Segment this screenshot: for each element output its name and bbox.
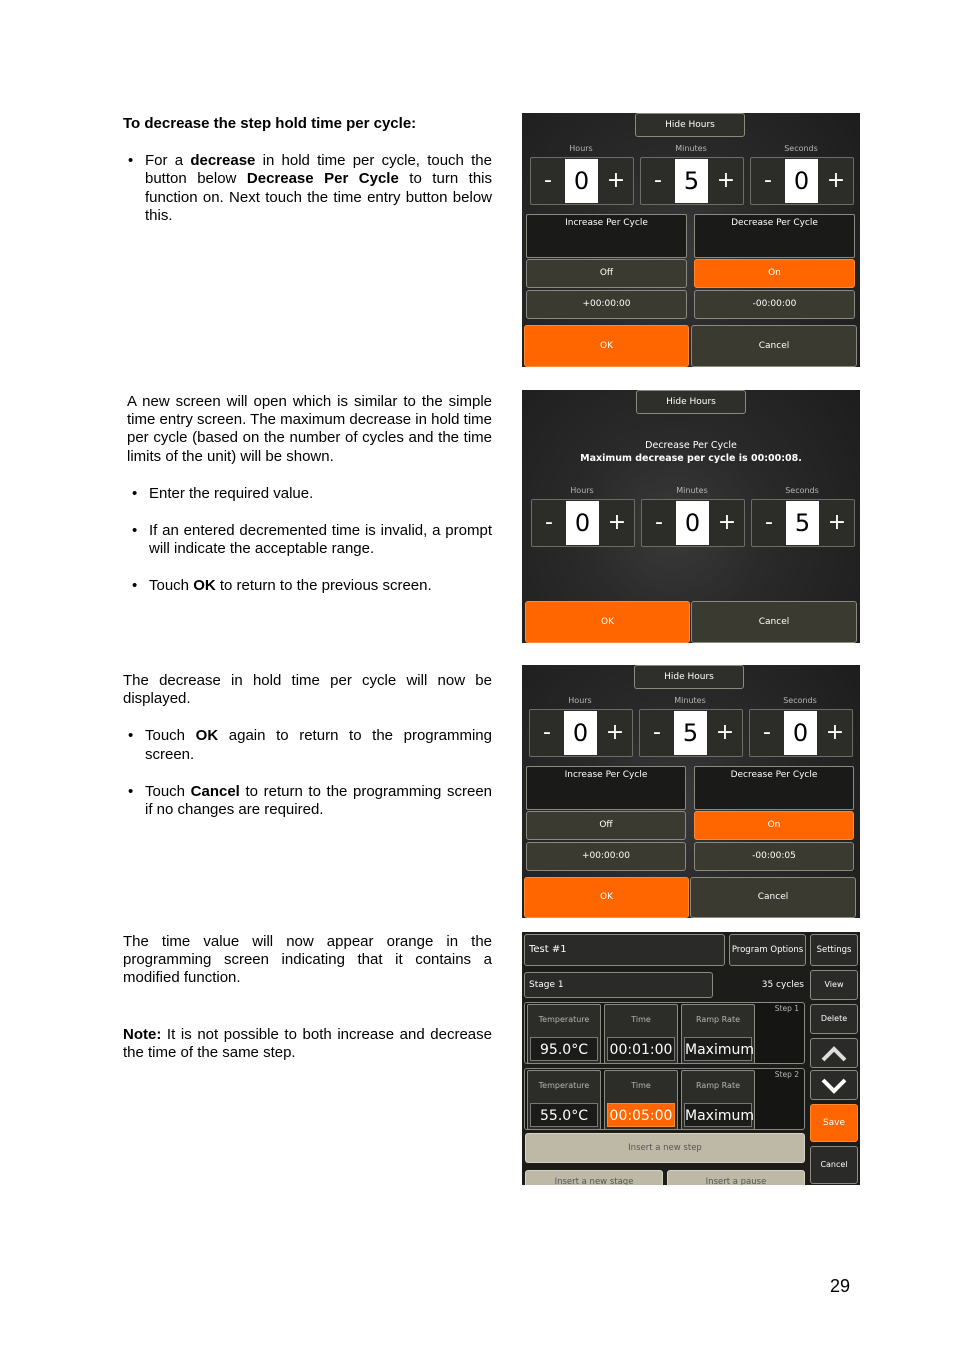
hours-plus-button[interactable]: + xyxy=(606,168,626,193)
temperature-label: Temperature xyxy=(538,1015,590,1024)
time-label: Time xyxy=(631,1081,651,1090)
seconds-spinner xyxy=(750,157,854,205)
page-number: 29 xyxy=(829,1276,850,1296)
seconds-spinner xyxy=(749,709,853,757)
increase-per-cycle-header: Increase Per Cycle xyxy=(526,214,687,258)
text-bold: decrease xyxy=(190,152,256,170)
cycles-count: 35 cycles xyxy=(761,980,804,990)
hours-value[interactable]: 0 xyxy=(566,501,599,545)
view-button[interactable]: View xyxy=(810,970,858,1000)
section-2-text xyxy=(127,393,492,596)
seconds-value[interactable]: 5 xyxy=(786,501,819,545)
max-decrease-text: Maximum decrease per cycle is 00:00:08. xyxy=(580,453,802,464)
settings-button[interactable]: Settings xyxy=(810,934,858,966)
hours-label: Hours xyxy=(568,696,592,705)
stage-field[interactable]: Stage 1 xyxy=(524,972,713,998)
note-text: It is not possible to both increase and decrease the time of the same step. xyxy=(123,1025,492,1061)
temperature-value: 55.0°C xyxy=(530,1103,598,1127)
hours-minus-button[interactable]: - xyxy=(543,720,551,745)
time-label: Time xyxy=(631,1015,651,1024)
cancel-button[interactable]: Cancel xyxy=(691,601,857,643)
screenshot-decrease-on xyxy=(522,113,860,367)
decrease-per-cycle-header: Decrease Per Cycle xyxy=(694,766,854,810)
hours-spinner xyxy=(530,157,634,205)
minutes-value[interactable]: 5 xyxy=(674,711,707,755)
section-3-bullet-1 xyxy=(123,727,492,763)
chevron-down-icon xyxy=(819,1074,849,1098)
seconds-minus-button[interactable]: - xyxy=(765,510,773,535)
minutes-spinner xyxy=(640,157,744,205)
ok-button[interactable]: OK xyxy=(525,601,690,643)
minutes-plus-button[interactable]: + xyxy=(715,720,735,745)
section-4-text xyxy=(123,933,492,1062)
hours-minus-button[interactable]: - xyxy=(544,168,552,193)
decrease-time-button[interactable]: -00:00:05 xyxy=(694,842,854,871)
decrease-title: Decrease Per Cycle xyxy=(645,440,737,451)
text: to return to the previous screen. xyxy=(215,577,432,595)
text-bold: Decrease Per Cycle xyxy=(246,170,399,188)
text: For a xyxy=(145,152,191,170)
decrease-per-cycle-header: Decrease Per Cycle xyxy=(694,214,855,258)
minutes-minus-button[interactable]: - xyxy=(654,168,662,193)
minutes-minus-button[interactable]: - xyxy=(655,510,663,535)
seconds-minus-button[interactable]: - xyxy=(763,720,771,745)
cancel-button[interactable]: Cancel xyxy=(810,1146,858,1184)
minutes-label: Minutes xyxy=(674,696,706,705)
hours-label: Hours xyxy=(569,144,593,153)
seconds-label: Seconds xyxy=(783,696,817,705)
text: Touch xyxy=(145,782,191,800)
ramp-rate-value: Maximum xyxy=(684,1037,752,1061)
time-cell[interactable] xyxy=(604,1004,678,1064)
hours-minus-button[interactable]: - xyxy=(545,510,553,535)
temperature-value: 95.0°C xyxy=(530,1037,598,1061)
text-bold: OK xyxy=(193,577,216,595)
time-cell[interactable] xyxy=(604,1070,678,1130)
decrease-time-button[interactable]: -00:00:00 xyxy=(694,290,855,319)
delete-button[interactable]: Delete xyxy=(810,1004,858,1034)
minutes-label: Minutes xyxy=(676,486,708,495)
hours-spinner xyxy=(531,499,635,547)
text: Touch xyxy=(149,577,194,595)
minutes-plus-button[interactable]: + xyxy=(716,168,736,193)
screenshot-programming-screen xyxy=(522,932,860,1185)
chevron-up-icon xyxy=(819,1042,849,1066)
seconds-minus-button[interactable]: - xyxy=(764,168,772,193)
screenshot-decrease-entry xyxy=(522,390,860,643)
increase-per-cycle-header: Increase Per Cycle xyxy=(526,766,686,810)
text: in hold time per cycle, touch the button below xyxy=(145,152,492,188)
cancel-button[interactable]: Cancel xyxy=(690,877,856,918)
hide-hours-button[interactable]: Hide Hours xyxy=(635,113,745,137)
hours-label: Hours xyxy=(570,486,594,495)
hours-spinner xyxy=(529,709,633,757)
time-value: 00:01:00 xyxy=(607,1037,675,1061)
hours-value[interactable]: 0 xyxy=(564,711,597,755)
scroll-up-button[interactable] xyxy=(810,1038,858,1068)
ramp-rate-label: Ramp Rate xyxy=(695,1015,741,1024)
section-4-note xyxy=(123,1026,492,1062)
ramp-rate-value: Maximum xyxy=(684,1103,752,1127)
increase-toggle-button[interactable]: Off xyxy=(526,811,686,840)
seconds-plus-button[interactable]: + xyxy=(826,168,846,193)
minutes-value[interactable]: 5 xyxy=(675,159,708,203)
step-label: Step 2 xyxy=(774,1070,799,1079)
hide-hours-button[interactable]: Hide Hours xyxy=(636,390,746,414)
decrease-toggle-button[interactable]: On xyxy=(694,259,855,288)
hours-plus-button[interactable]: + xyxy=(605,720,625,745)
seconds-value[interactable]: 0 xyxy=(785,159,818,203)
text: to turn this function on. Next touch the time entry button below this. xyxy=(145,170,492,224)
seconds-label: Seconds xyxy=(784,144,818,153)
program-name-field[interactable]: Test #1 xyxy=(524,934,725,966)
hours-value[interactable]: 0 xyxy=(565,159,598,203)
ramp-rate-label: Ramp Rate xyxy=(695,1081,741,1090)
section-1-bullet xyxy=(123,152,492,225)
program-options-button[interactable]: Program Options xyxy=(729,934,806,966)
decrease-toggle-button[interactable]: On xyxy=(694,811,854,840)
minutes-spinner xyxy=(639,709,743,757)
text-bold: OK xyxy=(195,727,219,745)
ok-button[interactable]: OK xyxy=(524,325,689,367)
text-bold: Cancel xyxy=(190,782,240,800)
temperature-cell[interactable] xyxy=(527,1070,601,1130)
save-button[interactable]: Save xyxy=(810,1104,858,1142)
insert-stage-button[interactable]: Insert a new stage xyxy=(525,1170,663,1185)
section-1-heading: To decrease the step hold time per cycle: xyxy=(123,115,417,132)
screenshot-decrease-displayed xyxy=(522,665,860,918)
note-label: Note: xyxy=(123,1025,162,1043)
text: again to return to the programming screen. xyxy=(145,727,492,763)
scroll-down-button[interactable] xyxy=(810,1070,858,1100)
text: Touch xyxy=(145,727,196,745)
section-2-bullet-2: • If an entered decremented time is invalid, a prompt will indicate the acceptable range. xyxy=(127,522,492,558)
section-4-intro: The time value will now appear orange in the programming screen indicating that it contains a modified function. xyxy=(123,933,492,987)
insert-pause-button[interactable]: Insert a pause xyxy=(667,1170,805,1185)
seconds-spinner xyxy=(751,499,855,547)
minutes-value[interactable]: 0 xyxy=(676,501,709,545)
section-1-text xyxy=(123,115,492,225)
cancel-button[interactable]: Cancel xyxy=(691,325,857,367)
ok-button[interactable]: OK xyxy=(524,877,689,918)
section-2-bullet-3 xyxy=(127,577,492,595)
section-3-bullet-2 xyxy=(123,783,492,819)
text: to return to the programming screen if no changes are required. xyxy=(145,782,493,819)
minutes-plus-button[interactable]: + xyxy=(717,510,737,535)
seconds-label: Seconds xyxy=(785,486,819,495)
section-2-bullet-1: • Enter the required value. xyxy=(127,485,492,503)
ramp-rate-cell[interactable] xyxy=(681,1070,755,1130)
increase-time-button[interactable]: +00:00:00 xyxy=(526,842,686,871)
section-3-intro: The decrease in hold time per cycle will now be displayed. xyxy=(123,672,492,708)
step-row[interactable] xyxy=(524,1068,805,1130)
seconds-plus-button[interactable]: + xyxy=(825,720,845,745)
ramp-rate-cell[interactable] xyxy=(681,1004,755,1064)
seconds-plus-button[interactable]: + xyxy=(827,510,847,535)
increase-toggle-button[interactable]: Off xyxy=(526,259,687,288)
section-2-intro: A new screen will open which is similar to the simple time entry screen. The maximum decrease in hold time per cycle (based on the number of cycles and the time limits of the unit) will be shown. xyxy=(127,393,492,465)
minutes-label: Minutes xyxy=(675,144,707,153)
seconds-value[interactable]: 0 xyxy=(784,711,817,755)
step-label: Step 1 xyxy=(774,1004,799,1013)
insert-step-button[interactable]: Insert a new step xyxy=(525,1133,805,1163)
temperature-cell[interactable] xyxy=(527,1004,601,1064)
temperature-label: Temperature xyxy=(538,1081,590,1090)
step-row[interactable] xyxy=(524,1002,805,1064)
minutes-spinner xyxy=(641,499,745,547)
hide-hours-button[interactable]: Hide Hours xyxy=(634,665,744,689)
section-3-text xyxy=(123,672,492,819)
hours-plus-button[interactable]: + xyxy=(607,510,627,535)
time-value-modified: 00:05:00 xyxy=(607,1103,675,1127)
minutes-minus-button[interactable]: - xyxy=(653,720,661,745)
increase-time-button[interactable]: +00:00:00 xyxy=(526,290,687,319)
